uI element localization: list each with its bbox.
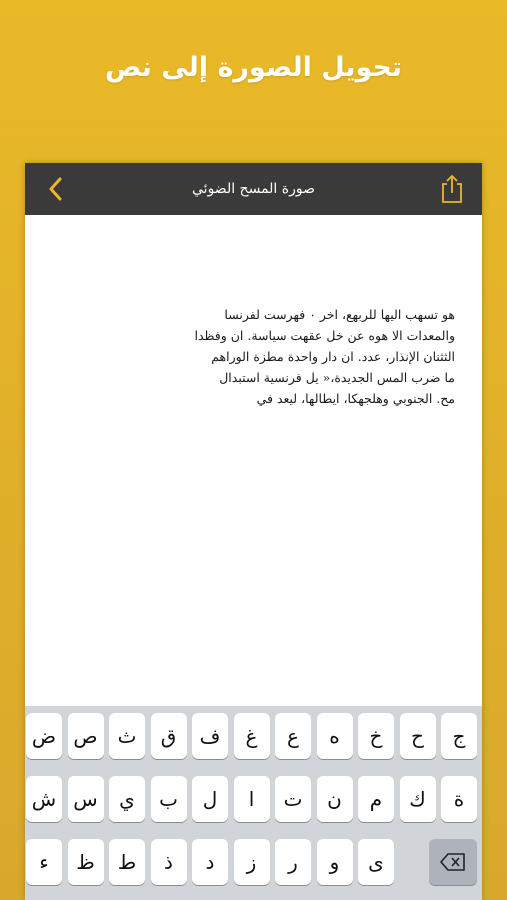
text-line: الثثنان الإنذار، عدد. ان دار واحدة مطزة الوراهم xyxy=(211,349,455,364)
key[interactable]: ء xyxy=(26,839,62,885)
backspace-icon xyxy=(440,853,466,871)
arabic-keyboard xyxy=(25,706,482,900)
key[interactable]: ث xyxy=(109,713,145,759)
key[interactable]: ه xyxy=(317,713,353,759)
chevron-left-icon xyxy=(48,177,62,201)
delete-key[interactable] xyxy=(429,839,477,885)
key[interactable]: ل xyxy=(192,776,228,822)
key[interactable]: ط xyxy=(109,839,145,885)
key[interactable]: ف xyxy=(192,713,228,759)
text-line: مح. الجنوبي وهلجهكا، ايطالها، ليعد في xyxy=(256,391,455,406)
key[interactable]: ت xyxy=(275,776,311,822)
share-icon xyxy=(440,174,464,204)
scanned-text-area[interactable] xyxy=(25,215,482,706)
phone-screen xyxy=(25,163,482,900)
key[interactable]: ز xyxy=(234,839,270,885)
key[interactable]: ق xyxy=(151,713,187,759)
key[interactable]: ح xyxy=(400,713,436,759)
key[interactable]: ك xyxy=(400,776,436,822)
text-line: والمعدات الا هوه عن خل عقهت سياسة. ان وفظدا xyxy=(194,328,455,343)
key[interactable]: و xyxy=(317,839,353,885)
key[interactable]: ة xyxy=(441,776,477,822)
key[interactable]: د xyxy=(192,839,228,885)
text-line: ما ضرب المس الجديدة،« يل فرنسية استبدال xyxy=(219,370,455,385)
text-line: هو تسهب اليها للربهع، اخر ٠ فهرست لفرنسا xyxy=(224,307,455,322)
key[interactable]: ذ xyxy=(151,839,187,885)
key[interactable]: خ xyxy=(358,713,394,759)
key[interactable]: ش xyxy=(26,776,62,822)
key[interactable]: ن xyxy=(317,776,353,822)
recognized-text[interactable] xyxy=(175,304,455,409)
key[interactable]: م xyxy=(358,776,394,822)
share-button[interactable] xyxy=(436,171,468,207)
nav-title: صورة المسح الضوئي xyxy=(192,181,315,197)
key[interactable]: ص xyxy=(68,713,104,759)
key[interactable]: ع xyxy=(275,713,311,759)
key[interactable]: ج xyxy=(441,713,477,759)
key[interactable]: غ xyxy=(234,713,270,759)
key[interactable]: ا xyxy=(234,776,270,822)
key[interactable]: ب xyxy=(151,776,187,822)
key[interactable]: ر xyxy=(275,839,311,885)
back-button[interactable] xyxy=(39,173,71,205)
navigation-bar xyxy=(25,163,482,215)
key[interactable]: ض xyxy=(26,713,62,759)
headline: تحويل الصورة إلى نص xyxy=(104,52,403,83)
key[interactable]: س xyxy=(68,776,104,822)
key[interactable]: ظ xyxy=(68,839,104,885)
key[interactable]: ي xyxy=(109,776,145,822)
key[interactable]: ى xyxy=(358,839,394,885)
